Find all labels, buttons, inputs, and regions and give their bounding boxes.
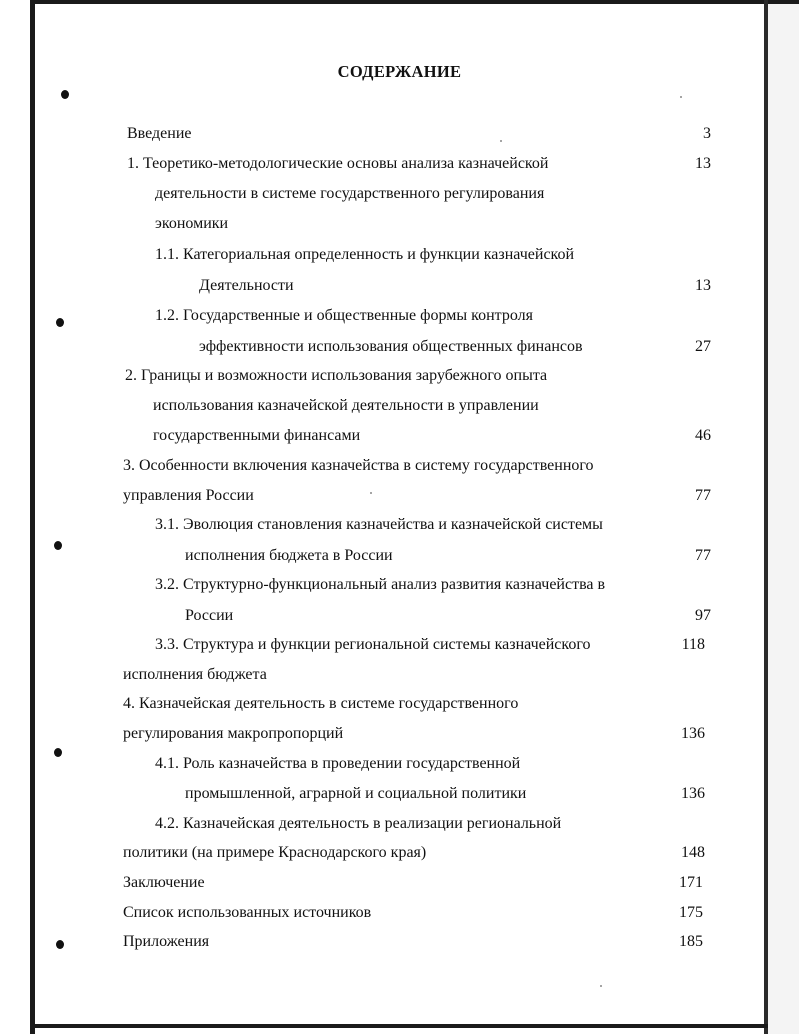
toc-page-number: 118 — [681, 636, 705, 653]
scan-speck — [680, 96, 682, 98]
toc-page-number: 97 — [695, 607, 711, 624]
toc-page-number: 175 — [679, 904, 703, 921]
toc-page-number: 136 — [681, 725, 705, 742]
toc-page-number: 77 — [695, 487, 711, 504]
toc-entry-text: исполнения бюджета — [123, 666, 267, 683]
toc-entry-text: Список использованных источников — [123, 904, 372, 921]
toc-entry-text: регулирования макропропорций — [123, 725, 344, 742]
toc-entry-text: Заключение — [123, 874, 205, 891]
toc-entry-text: 2. Границы и возможности использования зарубежного опыта — [125, 367, 548, 384]
toc-entry-text: России — [185, 607, 234, 624]
scan-speck — [600, 985, 602, 987]
toc-entry-text: Введение — [127, 125, 192, 142]
toc-entry-text: 3.1. Эволюция становления казначейства и казначейской системы — [155, 516, 603, 533]
toc-page-number: 77 — [695, 547, 711, 564]
toc-entry-text: 3. Особенности включения казначейства в систему государственного — [123, 457, 594, 474]
toc-page-number: 171 — [679, 874, 703, 891]
toc-entry-text: 3.3. Структура и функции региональной системы казначейского — [155, 636, 591, 653]
punch-hole-mark — [56, 940, 64, 949]
toc-page-number: 27 — [695, 338, 711, 355]
toc-entry-text: исполнения бюджета в России — [185, 547, 393, 564]
scan-border-top — [30, 0, 799, 4]
punch-hole-mark — [54, 541, 62, 550]
toc-entry-text: использования казначейской деятельности в управлении — [153, 397, 539, 414]
toc-page-number: 136 — [681, 785, 705, 802]
toc-entry-text: 1.2. Государственные и общественные формы контроля — [155, 307, 533, 324]
punch-hole-mark — [56, 318, 64, 327]
toc-entry-text: деятельности в системе государственного регулирования — [155, 185, 545, 202]
toc-entry-text: 3.2. Структурно-функциональный анализ развития казначейства в — [155, 576, 606, 593]
scan-border-bottom — [30, 1024, 768, 1028]
toc-page-number: 46 — [695, 427, 711, 444]
toc-entry-text: политики (на примере Краснодарского края) — [123, 844, 427, 861]
scan-border-right — [764, 0, 768, 1034]
punch-hole-mark — [61, 90, 69, 99]
toc-page-number: 148 — [681, 844, 705, 861]
toc-entry-text: промышленной, аграрной и социальной политики — [185, 785, 527, 802]
toc-page-number: 13 — [695, 277, 711, 294]
toc-entry-text: Приложения — [123, 933, 210, 950]
toc-entry-text: государственными финансами — [153, 427, 361, 444]
toc-entry-text: 1. Теоретико-методологические основы анализа казначейской — [127, 155, 549, 172]
toc-page-number: 13 — [695, 155, 711, 172]
toc-page-number: 3 — [703, 125, 711, 142]
toc-entry-text: управления России — [123, 487, 254, 504]
toc-entry-text: экономики — [155, 215, 229, 232]
punch-hole-mark — [54, 748, 62, 757]
scan-speck — [370, 492, 372, 494]
toc-entry-text: 4.2. Казначейская деятельность в реализации региональной — [155, 815, 562, 832]
toc-entry-text: 4. Казначейская деятельность в системе государственного — [123, 695, 519, 712]
toc-entry-text: Деятельности — [199, 277, 294, 294]
toc-page-number: 185 — [679, 933, 703, 950]
toc-entry-text: 1.1. Категориальная определенность и функции казначейской — [155, 246, 575, 263]
scan-margin-right — [768, 0, 799, 1034]
toc-entry-text: 4.1. Роль казначейства в проведении государственной — [155, 755, 521, 772]
scan-border-left — [30, 0, 35, 1034]
toc-entry-text: эффективности использования общественных финансов — [199, 338, 583, 355]
page-title: СОДЕРЖАНИЕ — [337, 62, 462, 81]
scan-speck — [500, 140, 502, 142]
